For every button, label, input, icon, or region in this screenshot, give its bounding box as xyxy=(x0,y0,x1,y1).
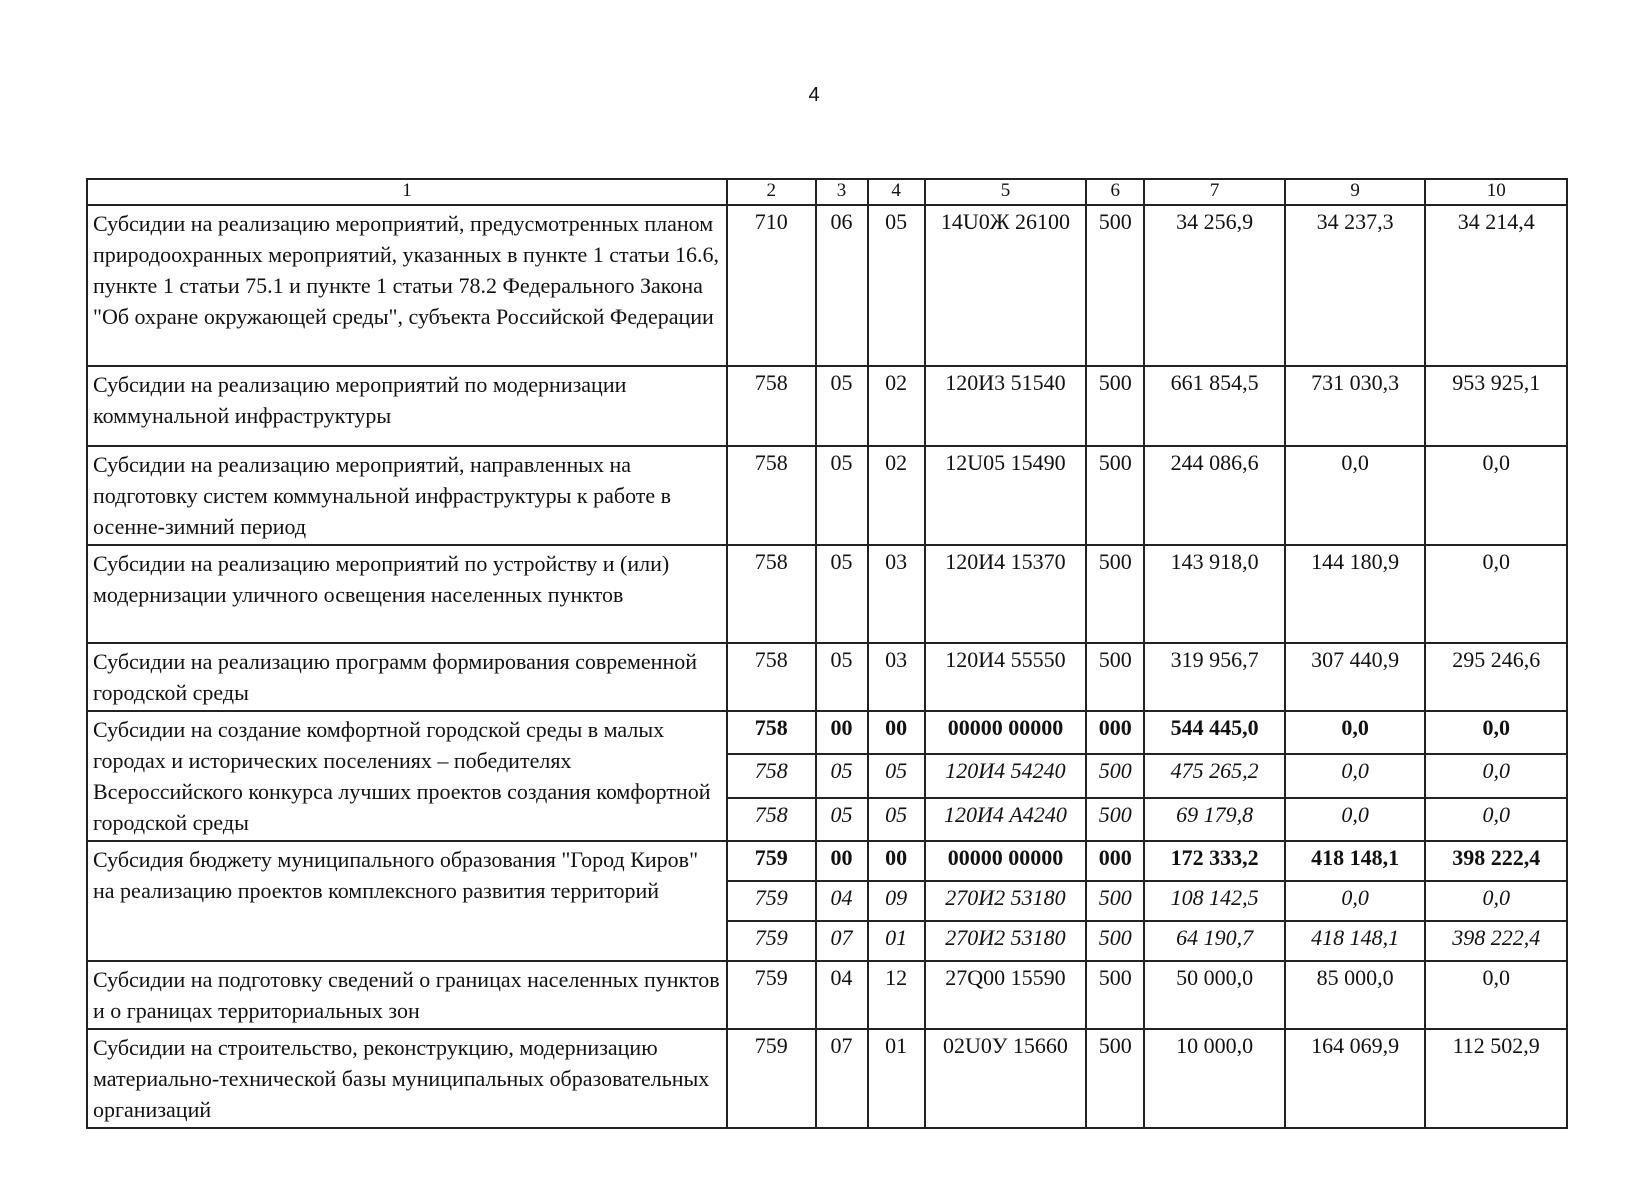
cell-target-article: 14U0Ж 26100 xyxy=(925,205,1086,366)
cell-target-article: 00000 00000 xyxy=(925,711,1086,754)
cell-amount-col10: 0,0 xyxy=(1425,711,1567,754)
cell-amount-col7: 319 956,7 xyxy=(1144,643,1285,711)
cell-expense-type: 500 xyxy=(1086,1029,1144,1128)
cell-amount-col7: 69 179,8 xyxy=(1144,798,1285,841)
cell-amount-col10: 295 246,6 xyxy=(1425,643,1567,711)
cell-expense-type: 000 xyxy=(1086,841,1144,881)
header-cell: 2 xyxy=(727,179,815,205)
cell-amount-col10: 34 214,4 xyxy=(1425,205,1567,366)
header-cell: 4 xyxy=(868,179,925,205)
cell-subsection: 02 xyxy=(868,446,925,545)
table-row-total xyxy=(87,841,1567,881)
cell-amount-col9: 418 148,1 xyxy=(1285,921,1426,961)
cell-admin-code: 758 xyxy=(727,643,815,711)
cell-admin-code: 758 xyxy=(727,798,815,841)
cell-expense-type: 500 xyxy=(1086,366,1144,446)
cell-expense-type: 500 xyxy=(1086,881,1144,921)
cell-amount-col9: 307 440,9 xyxy=(1285,643,1426,711)
cell-amount-col9: 731 030,3 xyxy=(1285,366,1426,446)
cell-amount-col10: 112 502,9 xyxy=(1425,1029,1567,1128)
cell-admin-code: 758 xyxy=(727,545,815,643)
cell-amount-col10: 0,0 xyxy=(1425,881,1567,921)
header-cell: 6 xyxy=(1086,179,1144,205)
row-description: Субсидии на реализацию программ формирования современной городской среды xyxy=(87,643,727,711)
cell-amount-col10: 0,0 xyxy=(1425,798,1567,841)
cell-subsection: 00 xyxy=(868,841,925,881)
cell-amount-col9: 144 180,9 xyxy=(1285,545,1426,643)
cell-admin-code: 710 xyxy=(727,205,815,366)
cell-expense-type: 000 xyxy=(1086,711,1144,754)
cell-amount-col7: 64 190,7 xyxy=(1144,921,1285,961)
cell-amount-col7: 544 445,0 xyxy=(1144,711,1285,754)
cell-section: 05 xyxy=(816,754,868,797)
cell-amount-col10: 0,0 xyxy=(1425,446,1567,545)
row-description: Субсидии на реализацию мероприятий по модернизации коммунальной инфраструктуры xyxy=(87,366,727,446)
row-description: Субсидии на реализацию мероприятий, предусмотренных планом природоохранных мероприятий, указанных в пункте 1 статьи 16.6, пункте 1 статьи 75.1 и пункте 1 статьи 78.2 Федерального Закона "Об охране окружающей среды", субъекта Российской Федерации xyxy=(87,205,727,366)
cell-amount-col7: 108 142,5 xyxy=(1144,881,1285,921)
cell-target-article: 120И3 51540 xyxy=(925,366,1086,446)
cell-amount-col7: 172 333,2 xyxy=(1144,841,1285,881)
cell-section: 05 xyxy=(816,643,868,711)
table-row xyxy=(87,545,1567,643)
cell-admin-code: 758 xyxy=(727,711,815,754)
cell-amount-col7: 244 086,6 xyxy=(1144,446,1285,545)
cell-section: 05 xyxy=(816,366,868,446)
cell-amount-col10: 0,0 xyxy=(1425,545,1567,643)
cell-section: 06 xyxy=(816,205,868,366)
cell-admin-code: 759 xyxy=(727,1029,815,1128)
cell-amount-col9: 34 237,3 xyxy=(1285,205,1426,366)
cell-target-article: 120И4 54240 xyxy=(925,754,1086,797)
cell-admin-code: 759 xyxy=(727,921,815,961)
cell-section: 07 xyxy=(816,1029,868,1128)
cell-expense-type: 500 xyxy=(1086,961,1144,1029)
cell-admin-code: 759 xyxy=(727,881,815,921)
cell-amount-col7: 661 854,5 xyxy=(1144,366,1285,446)
cell-subsection: 05 xyxy=(868,205,925,366)
row-description: Субсидии на создание комфортной городской среды в малых городах и исторических поселениях – победителях Всероссийского конкурса лучших проектов создания комфортной городской среды xyxy=(87,711,727,841)
cell-admin-code: 759 xyxy=(727,961,815,1029)
cell-target-article: 00000 00000 xyxy=(925,841,1086,881)
row-description: Субсидии на реализацию мероприятий, направленных на подготовку систем коммунальной инфраструктуры к работе в осенне-зимний период xyxy=(87,446,727,545)
cell-section: 07 xyxy=(816,921,868,961)
row-description: Субсидии на строительство, реконструкцию, модернизацию материально-технической базы муниципальных образовательных организаций xyxy=(87,1029,727,1128)
header-cell: 5 xyxy=(925,179,1086,205)
table-row xyxy=(87,446,1567,545)
cell-amount-col9: 418 148,1 xyxy=(1285,841,1426,881)
cell-section: 00 xyxy=(816,711,868,754)
cell-admin-code: 759 xyxy=(727,841,815,881)
cell-amount-col9: 0,0 xyxy=(1285,881,1426,921)
cell-expense-type: 500 xyxy=(1086,643,1144,711)
cell-subsection: 05 xyxy=(868,754,925,797)
table-row xyxy=(87,1029,1567,1128)
cell-subsection: 02 xyxy=(868,366,925,446)
cell-expense-type: 500 xyxy=(1086,921,1144,961)
cell-amount-col10: 0,0 xyxy=(1425,754,1567,797)
cell-admin-code: 758 xyxy=(727,446,815,545)
cell-section: 05 xyxy=(816,446,868,545)
cell-subsection: 12 xyxy=(868,961,925,1029)
cell-expense-type: 500 xyxy=(1086,446,1144,545)
cell-amount-col7: 143 918,0 xyxy=(1144,545,1285,643)
cell-amount-col9: 0,0 xyxy=(1285,446,1426,545)
cell-section: 04 xyxy=(816,961,868,1029)
header-cell: 3 xyxy=(816,179,868,205)
cell-expense-type: 500 xyxy=(1086,798,1144,841)
cell-target-article: 02U0У 15660 xyxy=(925,1029,1086,1128)
cell-amount-col9: 164 069,9 xyxy=(1285,1029,1426,1128)
cell-amount-col9: 85 000,0 xyxy=(1285,961,1426,1029)
cell-section: 00 xyxy=(816,841,868,881)
cell-subsection: 01 xyxy=(868,1029,925,1128)
cell-target-article: 270И2 53180 xyxy=(925,881,1086,921)
cell-amount-col7: 34 256,9 xyxy=(1144,205,1285,366)
table-row xyxy=(87,643,1567,711)
row-description: Субсидии на реализацию мероприятий по устройству и (или) модернизации уличного освещения населенных пунктов xyxy=(87,545,727,643)
cell-subsection: 05 xyxy=(868,798,925,841)
budget-table xyxy=(86,178,1568,1129)
cell-target-article: 270И2 53180 xyxy=(925,921,1086,961)
cell-subsection: 03 xyxy=(868,545,925,643)
cell-section: 05 xyxy=(816,545,868,643)
cell-expense-type: 500 xyxy=(1086,545,1144,643)
row-description: Субсидии на подготовку сведений о границах населенных пунктов и о границах территориальных зон xyxy=(87,961,727,1029)
header-cell: 7 xyxy=(1144,179,1285,205)
cell-subsection: 01 xyxy=(868,921,925,961)
cell-target-article: 27Q00 15590 xyxy=(925,961,1086,1029)
cell-subsection: 03 xyxy=(868,643,925,711)
cell-amount-col7: 475 265,2 xyxy=(1144,754,1285,797)
cell-amount-col9: 0,0 xyxy=(1285,798,1426,841)
cell-target-article: 120И4 55550 xyxy=(925,643,1086,711)
row-description: Субсидия бюджету муниципального образования "Город Киров" на реализацию проектов комплексного развития территорий xyxy=(87,841,727,961)
cell-amount-col10: 0,0 xyxy=(1425,961,1567,1029)
cell-amount-col9: 0,0 xyxy=(1285,754,1426,797)
cell-admin-code: 758 xyxy=(727,754,815,797)
cell-amount-col7: 10 000,0 xyxy=(1144,1029,1285,1128)
header-cell: 9 xyxy=(1285,179,1426,205)
cell-amount-col9: 0,0 xyxy=(1285,711,1426,754)
header-cell: 10 xyxy=(1425,179,1567,205)
table-row xyxy=(87,205,1567,366)
table-row-total xyxy=(87,711,1567,754)
table-row xyxy=(87,366,1567,446)
cell-expense-type: 500 xyxy=(1086,754,1144,797)
cell-target-article: 120И4 15370 xyxy=(925,545,1086,643)
cell-amount-col7: 50 000,0 xyxy=(1144,961,1285,1029)
cell-section: 05 xyxy=(816,798,868,841)
cell-amount-col10: 398 222,4 xyxy=(1425,841,1567,881)
cell-section: 04 xyxy=(816,881,868,921)
header-row xyxy=(87,179,1567,205)
cell-amount-col10: 953 925,1 xyxy=(1425,366,1567,446)
cell-subsection: 00 xyxy=(868,711,925,754)
cell-admin-code: 758 xyxy=(727,366,815,446)
cell-amount-col10: 398 222,4 xyxy=(1425,921,1567,961)
cell-target-article: 120И4 А4240 xyxy=(925,798,1086,841)
header-cell: 1 xyxy=(87,179,727,205)
cell-target-article: 12U05 15490 xyxy=(925,446,1086,545)
page-number: 4 xyxy=(808,84,820,106)
cell-expense-type: 500 xyxy=(1086,205,1144,366)
table-row xyxy=(87,961,1567,1029)
cell-subsection: 09 xyxy=(868,881,925,921)
